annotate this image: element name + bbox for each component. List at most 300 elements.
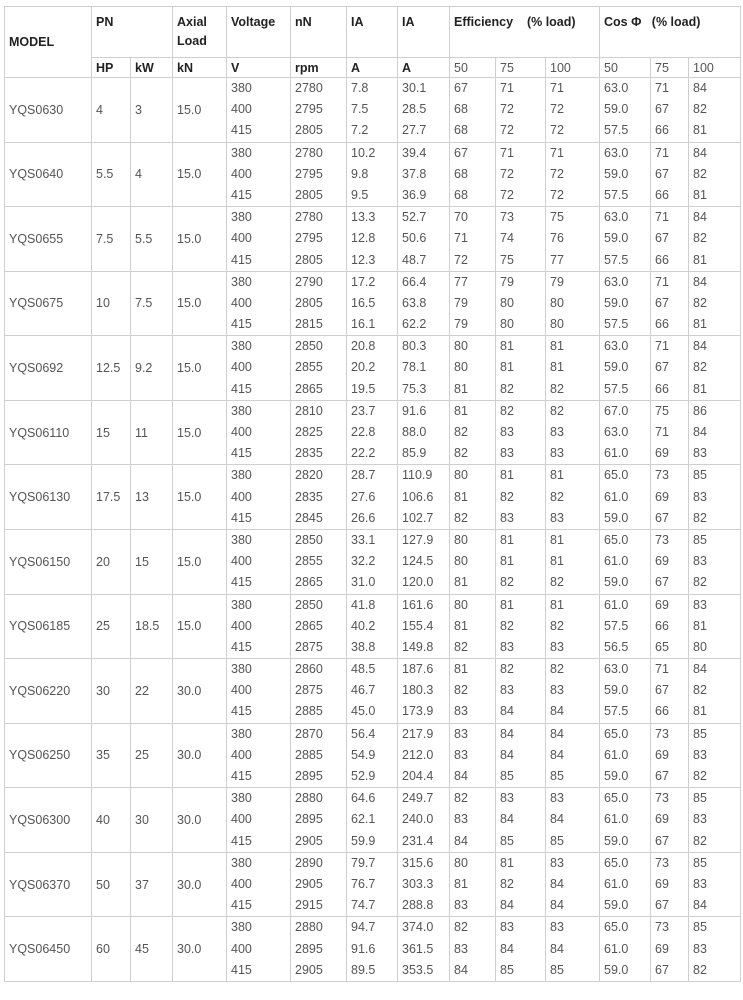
cell-rpm (291, 271, 347, 336)
cell-c75 (651, 594, 689, 659)
cell-value: 68 (454, 187, 468, 202)
cell-value: 2905 (295, 962, 323, 977)
cell-ia2 (398, 78, 450, 143)
cell-value: 415 (231, 639, 252, 654)
cell-ia2 (398, 336, 450, 401)
header-speed: nN (291, 7, 347, 58)
cell-e75 (496, 917, 546, 982)
cell-value: 415 (231, 381, 252, 396)
cell-value: 63.8 (402, 295, 427, 310)
cell-kw: 7.5 (131, 271, 173, 336)
cell-value: 73 (655, 791, 669, 806)
cell-v (227, 78, 291, 143)
cell-e100 (546, 207, 600, 272)
cell-value: 65.0 (604, 726, 629, 741)
cell-value: 12.8 (351, 231, 376, 246)
cell-ia (347, 917, 398, 982)
cell-value: 59.0 (604, 510, 629, 525)
cell-value: 59.0 (604, 962, 629, 977)
cell-c100 (689, 336, 741, 401)
cell-value: 59.0 (604, 102, 629, 117)
cell-value: 61.0 (604, 812, 629, 827)
cell-value: 83 (693, 876, 707, 891)
cell-value: 85 (550, 769, 564, 783)
cell-value: 83 (550, 683, 564, 698)
cell-rpm (291, 852, 347, 917)
cell-value: 180.3 (402, 683, 434, 698)
cell-ia (347, 142, 398, 207)
cell-kn: 30.0 (173, 723, 227, 788)
cell-value: 400 (231, 166, 252, 181)
cell-value: 84 (454, 962, 468, 977)
cell-value: 64.6 (351, 791, 376, 806)
cell-value: 380 (231, 597, 252, 612)
cell-e50 (450, 336, 496, 401)
cell-value: 72 (550, 102, 564, 117)
cell-value: 59.0 (604, 166, 629, 181)
cell-value: 63.0 (604, 274, 629, 289)
cell-value: 57.5 (604, 381, 629, 396)
cell-value: 9.5 (351, 187, 369, 202)
cell-c100 (689, 465, 741, 530)
unit-eff-75: 75 (496, 58, 546, 78)
cell-value: 66 (655, 381, 669, 396)
cell-value: 83 (454, 726, 468, 741)
cell-value: 26.6 (351, 510, 376, 525)
cell-value: 80 (500, 295, 514, 310)
cell-rpm (291, 78, 347, 143)
cell-value: 2805 (295, 295, 323, 310)
cell-value: 415 (231, 575, 252, 590)
cell-value: 67 (454, 81, 468, 95)
table-row (5, 271, 741, 336)
cell-e75 (496, 723, 546, 788)
cell-value: 83 (550, 425, 564, 439)
cell-ia (347, 78, 398, 143)
cell-value: 81 (500, 554, 514, 569)
cell-value: 76.7 (351, 876, 376, 891)
cell-c50 (600, 788, 651, 853)
cell-value: 2795 (295, 102, 323, 117)
cell-value: 415 (231, 898, 252, 913)
cell-ia2 (398, 400, 450, 465)
cell-hp: 15 (92, 400, 131, 465)
table-row (5, 529, 741, 594)
cell-value: 72 (550, 166, 564, 181)
cell-value: 59.0 (604, 833, 629, 848)
cell-value: 85 (693, 920, 707, 935)
cell-value: 82 (693, 166, 707, 181)
unit-v: V (227, 58, 291, 78)
cell-value: 67 (454, 145, 468, 160)
cell-kn: 30.0 (173, 659, 227, 724)
cell-kn: 30.0 (173, 852, 227, 917)
cell-value: 82 (454, 425, 468, 439)
cell-value: 67 (655, 360, 669, 375)
cell-value: 82 (693, 683, 707, 698)
cell-value: 36.9 (402, 187, 427, 202)
cell-value: 353.5 (402, 962, 434, 977)
cell-value: 57.5 (604, 252, 629, 267)
cell-c75 (651, 207, 689, 272)
header-starting-current: IA (398, 7, 450, 58)
unit-kn: kN (173, 58, 227, 78)
unit-a: A (347, 58, 398, 78)
cell-value: 81 (693, 187, 707, 202)
cell-value: 67 (655, 898, 669, 913)
cell-value: 61.0 (604, 554, 629, 569)
cell-value: 61.0 (604, 446, 629, 461)
cell-value: 59.0 (604, 898, 629, 913)
cell-value: 71 (655, 425, 669, 439)
cell-hp: 60 (92, 917, 131, 982)
unit-a: A (398, 58, 450, 78)
cell-value: 65.0 (604, 532, 629, 547)
cell-value: 303.3 (402, 876, 434, 891)
cell-value: 72 (550, 123, 564, 138)
cell-value: 79 (454, 295, 468, 310)
cell-value: 415 (231, 833, 252, 848)
cell-c50 (600, 78, 651, 143)
cell-value: 65.0 (604, 468, 629, 483)
cell-value: 2915 (295, 898, 323, 913)
cell-e100 (546, 465, 600, 530)
table-row (5, 659, 741, 724)
cell-ia (347, 788, 398, 853)
cell-value: 2865 (295, 381, 323, 396)
cell-e100 (546, 400, 600, 465)
cell-ia2 (398, 594, 450, 659)
cell-c50 (600, 207, 651, 272)
cell-value: 84 (693, 425, 707, 439)
cell-value: 380 (231, 920, 252, 935)
cell-c100 (689, 723, 741, 788)
cell-kn: 15.0 (173, 594, 227, 659)
cell-c75 (651, 917, 689, 982)
cell-value: 9.8 (351, 166, 369, 181)
cell-e75 (496, 336, 546, 401)
cell-value: 380 (231, 210, 252, 225)
cell-value: 82 (500, 381, 514, 396)
header-voltage: Voltage (227, 7, 291, 58)
cell-v (227, 788, 291, 853)
cell-rpm (291, 788, 347, 853)
cell-value: 2875 (295, 683, 323, 698)
cell-value: 2855 (295, 554, 323, 569)
cell-c50 (600, 465, 651, 530)
cell-value: 2780 (295, 210, 323, 225)
cell-kw: 11 (131, 400, 173, 465)
cell-c50 (600, 594, 651, 659)
cell-value: 69 (655, 747, 669, 762)
cell-value: 415 (231, 123, 252, 138)
cell-value: 2860 (295, 662, 323, 677)
cell-value: 81 (500, 597, 514, 612)
cell-value: 80 (550, 317, 564, 332)
cell-value: 85 (693, 855, 707, 870)
cell-value: 82 (454, 639, 468, 654)
cell-c75 (651, 78, 689, 143)
cell-value: 68 (454, 123, 468, 138)
cell-ia (347, 529, 398, 594)
cell-value: 38.8 (351, 639, 376, 654)
cell-value: 415 (231, 704, 252, 719)
cell-value: 2895 (295, 812, 323, 827)
cell-model: YQS06220 (5, 659, 92, 724)
cell-value: 2850 (295, 339, 323, 354)
cell-value: 83 (550, 639, 564, 654)
cell-ia2 (398, 659, 450, 724)
cell-model: YQS0692 (5, 336, 92, 401)
cell-value: 83 (454, 898, 468, 913)
cell-value: 81 (454, 403, 468, 418)
cell-model: YQS06110 (5, 400, 92, 465)
cell-value: 71 (500, 145, 514, 160)
cell-value: 400 (231, 360, 252, 375)
cell-value: 84 (550, 747, 564, 762)
cell-value: 67 (655, 510, 669, 525)
cell-value: 85 (693, 532, 707, 547)
cell-value: 84 (550, 726, 564, 741)
cell-value: 65.0 (604, 791, 629, 806)
cell-value: 83 (693, 489, 707, 504)
cell-e50 (450, 78, 496, 143)
cell-value: 84 (693, 81, 707, 95)
cell-value: 84 (500, 941, 514, 956)
cell-value: 82 (454, 683, 468, 698)
cell-value: 400 (231, 554, 252, 569)
cell-value: 66 (655, 252, 669, 267)
cell-value: 82 (693, 575, 707, 590)
cell-value: 315.6 (402, 855, 434, 870)
cell-kw: 5.5 (131, 207, 173, 272)
cell-value: 82 (550, 575, 564, 590)
cell-value: 63.0 (604, 210, 629, 225)
cell-value: 75 (500, 252, 514, 267)
cell-value: 61.0 (604, 489, 629, 504)
cell-model: YQS0675 (5, 271, 92, 336)
cell-value: 80 (454, 855, 468, 870)
cell-e100 (546, 917, 600, 982)
cell-value: 83 (454, 704, 468, 719)
cell-value: 37.8 (402, 166, 427, 181)
cell-e100 (546, 271, 600, 336)
cell-value: 124.5 (402, 554, 434, 569)
cell-value: 63.0 (604, 145, 629, 160)
cell-value: 82 (550, 662, 564, 677)
cell-value: 2885 (295, 747, 323, 762)
cell-value: 81 (500, 339, 514, 354)
cell-value: 80 (454, 468, 468, 483)
cell-value: 7.2 (351, 123, 369, 138)
cell-kw: 13 (131, 465, 173, 530)
cell-model: YQS06300 (5, 788, 92, 853)
cell-value: 83 (454, 812, 468, 827)
unit-kw: kW (131, 58, 173, 78)
cell-value: 249.7 (402, 791, 434, 806)
cell-value: 69 (655, 812, 669, 827)
cell-v (227, 529, 291, 594)
unit-eff-100: 100 (546, 58, 600, 78)
table-body (5, 78, 741, 982)
cell-value: 82 (550, 618, 564, 633)
cell-c50 (600, 142, 651, 207)
cell-value: 2865 (295, 618, 323, 633)
cell-value: 400 (231, 295, 252, 310)
cell-value: 82 (454, 446, 468, 461)
cell-value: 85 (693, 791, 707, 806)
cell-c100 (689, 852, 741, 917)
cell-value: 66 (655, 317, 669, 332)
cell-value: 81 (454, 575, 468, 590)
cell-value: 46.7 (351, 683, 376, 698)
cell-value: 380 (231, 468, 252, 483)
cell-kn: 15.0 (173, 78, 227, 143)
cell-e75 (496, 78, 546, 143)
cell-value: 59.9 (351, 833, 376, 848)
cell-c75 (651, 271, 689, 336)
cell-value: 71 (655, 339, 669, 354)
cell-value: 81 (500, 532, 514, 547)
cell-value: 73 (655, 855, 669, 870)
cell-kn: 15.0 (173, 465, 227, 530)
motor-spec-table (4, 6, 741, 982)
cell-value: 84 (693, 662, 707, 677)
cell-value: 84 (693, 210, 707, 225)
cell-value: 70 (454, 210, 468, 225)
unit-eff-50: 50 (450, 58, 496, 78)
cell-ia (347, 271, 398, 336)
cell-value: 240.0 (402, 812, 434, 827)
unit-hp: HP (92, 58, 131, 78)
cell-v (227, 271, 291, 336)
cell-value: 89.5 (351, 962, 376, 977)
cell-value: 83 (550, 791, 564, 806)
cell-value: 74.7 (351, 898, 376, 913)
cell-value: 400 (231, 876, 252, 891)
cell-value: 16.5 (351, 295, 376, 310)
cell-value: 66 (655, 618, 669, 633)
cell-value: 120.0 (402, 575, 434, 590)
cell-c75 (651, 400, 689, 465)
cell-value: 84 (550, 941, 564, 956)
cell-value: 83 (693, 554, 707, 569)
cell-c100 (689, 271, 741, 336)
cell-value: 85 (550, 833, 564, 848)
cell-v (227, 465, 291, 530)
cell-kw: 9.2 (131, 336, 173, 401)
cell-value: 85 (500, 833, 514, 848)
cell-value: 106.6 (402, 489, 434, 504)
cell-v (227, 917, 291, 982)
cell-ia2 (398, 465, 450, 530)
cell-value: 71 (655, 145, 669, 160)
cell-value: 63.0 (604, 425, 629, 439)
cell-value: 82 (454, 920, 468, 935)
cell-value: 83 (500, 791, 514, 806)
cell-hp: 12.5 (92, 336, 131, 401)
header-cosphi: Cos Φ (% load) (600, 7, 741, 58)
cell-value: 2905 (295, 876, 323, 891)
cell-value: 83 (500, 510, 514, 525)
cell-c50 (600, 723, 651, 788)
cell-hp: 20 (92, 529, 131, 594)
cell-kw: 3 (131, 78, 173, 143)
cell-value: 77 (454, 274, 468, 289)
cell-c100 (689, 400, 741, 465)
cell-value: 78.1 (402, 360, 427, 375)
cell-value: 380 (231, 855, 252, 870)
cell-value: 2810 (295, 403, 323, 418)
cell-value: 66.4 (402, 274, 427, 289)
cell-value: 67 (655, 962, 669, 977)
cell-value: 71 (655, 662, 669, 677)
cell-value: 76 (550, 231, 564, 246)
cell-ia2 (398, 142, 450, 207)
header-axial-load (173, 7, 227, 58)
cell-value: 68 (454, 102, 468, 117)
cell-c50 (600, 852, 651, 917)
cell-value: 81 (500, 855, 514, 870)
unit-cos-50: 50 (600, 58, 651, 78)
cell-value: 81 (693, 704, 707, 719)
cell-value: 84 (693, 339, 707, 354)
cell-ia (347, 207, 398, 272)
cell-c100 (689, 529, 741, 594)
cell-c50 (600, 917, 651, 982)
cell-value: 12.3 (351, 252, 376, 267)
cell-value: 91.6 (351, 941, 376, 956)
cell-value: 415 (231, 317, 252, 332)
cell-value: 400 (231, 489, 252, 504)
cell-ia (347, 400, 398, 465)
cell-value: 71 (655, 274, 669, 289)
cell-value: 85 (550, 962, 564, 977)
cell-c50 (600, 659, 651, 724)
cell-value: 2835 (295, 489, 323, 504)
cell-value: 2865 (295, 575, 323, 590)
cell-value: 400 (231, 683, 252, 698)
cell-value: 48.7 (402, 252, 427, 267)
cell-ia2 (398, 852, 450, 917)
table-row (5, 852, 741, 917)
cell-value: 380 (231, 274, 252, 289)
cell-value: 61.0 (604, 941, 629, 956)
cell-e75 (496, 852, 546, 917)
cell-value: 82 (500, 489, 514, 504)
cell-value: 71 (550, 81, 564, 95)
cell-value: 84 (500, 704, 514, 719)
cell-value: 63.0 (604, 662, 629, 677)
cell-c75 (651, 723, 689, 788)
cell-c75 (651, 465, 689, 530)
cell-value: 32.2 (351, 554, 376, 569)
cell-value: 10.2 (351, 145, 376, 160)
cell-value: 84 (693, 145, 707, 160)
cell-value: 79 (454, 317, 468, 332)
cell-value: 204.4 (402, 769, 434, 783)
table-row (5, 594, 741, 659)
cell-value: 82 (693, 295, 707, 310)
cell-value: 82 (500, 575, 514, 590)
cell-value: 63.0 (604, 339, 629, 354)
cell-value: 161.6 (402, 597, 434, 612)
cell-v (227, 852, 291, 917)
cell-kw: 15 (131, 529, 173, 594)
cell-v (227, 723, 291, 788)
cell-c50 (600, 529, 651, 594)
cell-value: 82 (693, 962, 707, 977)
